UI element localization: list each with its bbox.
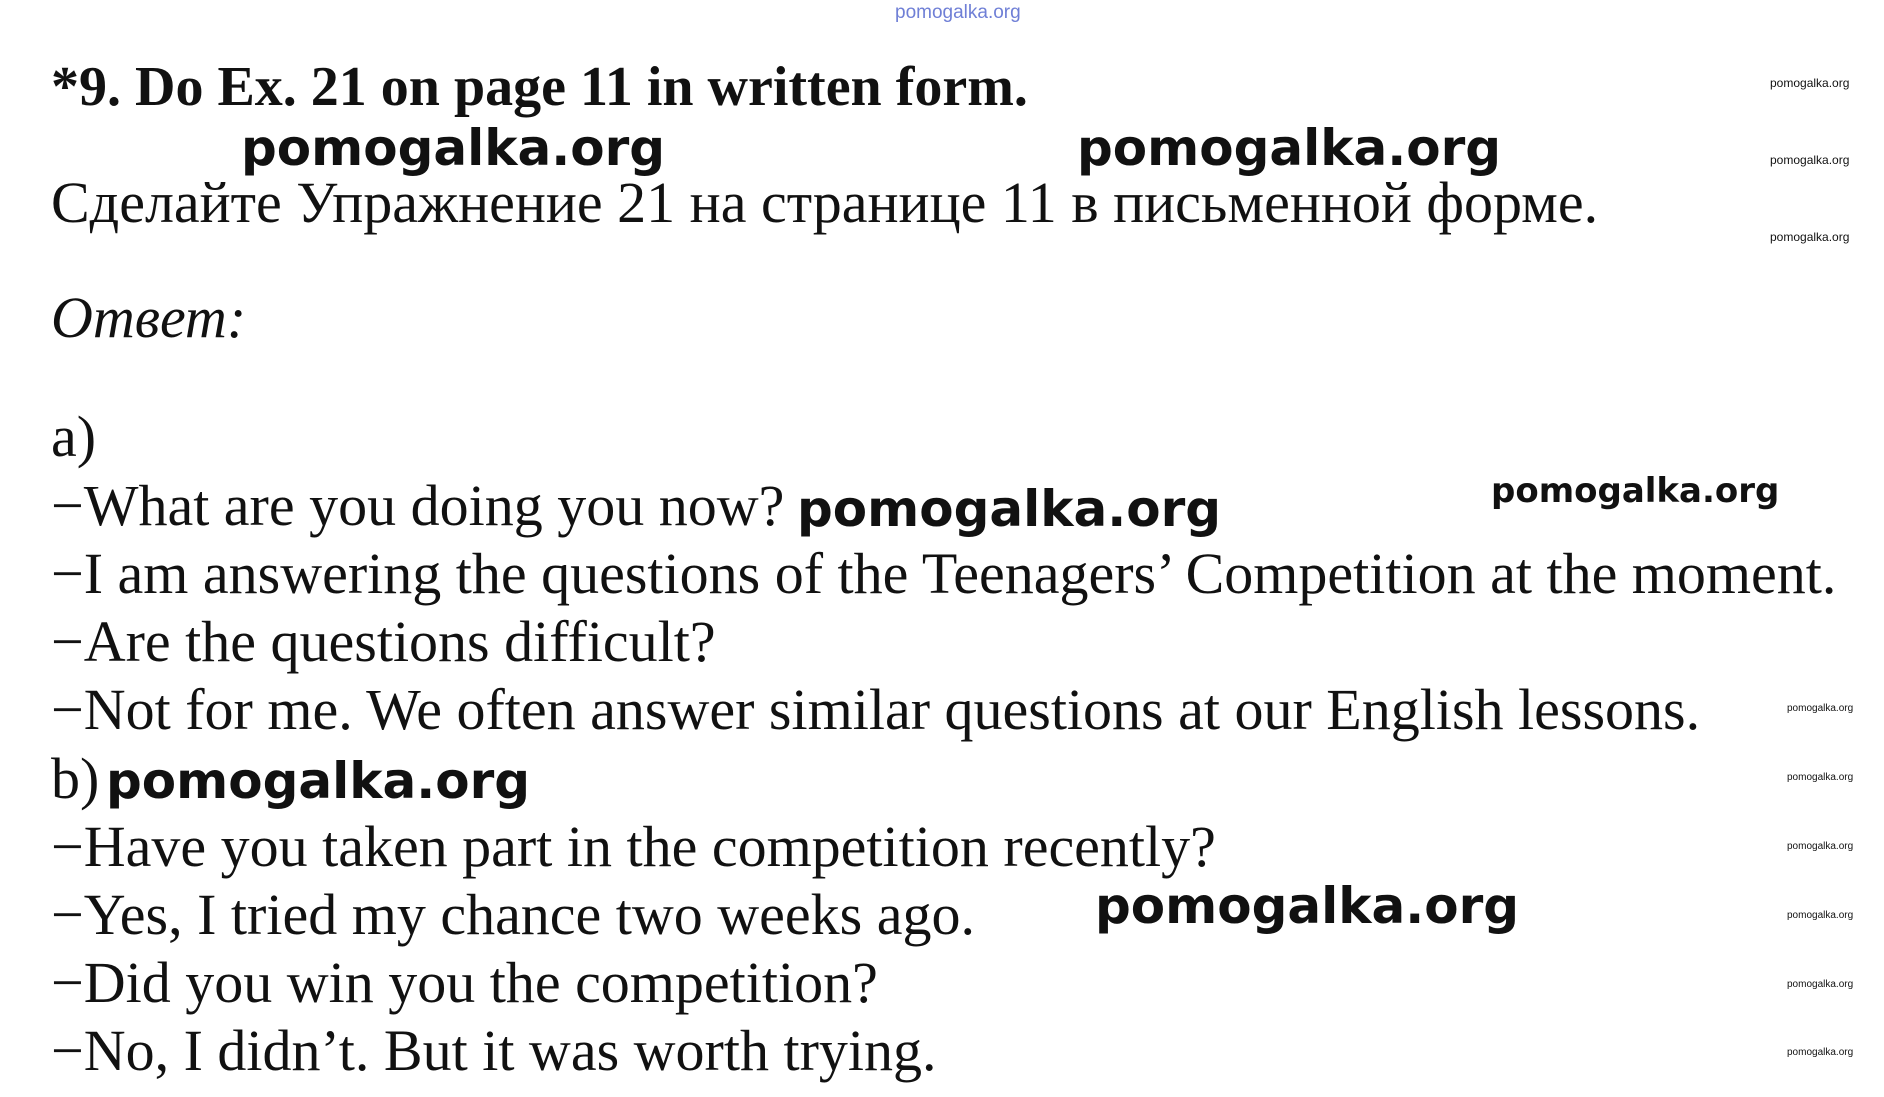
dialogue-line: −Are the questions difficult? xyxy=(51,609,716,674)
watermark-tiny: pomogalka.org xyxy=(1787,1047,1854,1058)
watermark-large: pomogalka.org xyxy=(1095,877,1520,935)
dialogue-line: −Did you win you the competition? xyxy=(51,950,878,1015)
watermark-small: pomogalka.org xyxy=(1770,76,1850,90)
dialogue-line: −Not for me. We often answer similar questions at our English lessons. xyxy=(51,677,1701,742)
watermark-large: pomogalka.org xyxy=(1077,119,1502,177)
section-label-b: b) xyxy=(51,746,100,811)
watermark-tiny: pomogalka.org xyxy=(1787,841,1854,852)
watermark-large: pomogalka.org xyxy=(241,119,666,177)
watermark-small: pomogalka.org xyxy=(1770,230,1850,244)
watermark-tiny: pomogalka.org xyxy=(1787,910,1854,921)
exercise-translation: Сделайте Упражнение 21 на странице 11 в письменной форме. xyxy=(51,170,1599,235)
watermark-medium: pomogalka.org xyxy=(1491,471,1780,511)
dialogue-line: −Have you taken part in the competition recently? xyxy=(51,814,1216,879)
watermark-large: pomogalka.org xyxy=(797,480,1222,538)
dialogue-line: −Yes, I tried my chance two weeks ago. xyxy=(51,882,975,947)
answer-heading: Ответ: xyxy=(51,285,247,350)
watermark-small: pomogalka.org xyxy=(1770,153,1850,167)
watermark-tiny: pomogalka.org xyxy=(1787,703,1854,714)
dialogue-line: −What are you doing you now? xyxy=(51,473,785,538)
exercise-title: *9. Do Ex. 21 on page 11 in written form. xyxy=(51,56,1028,118)
watermark-tiny: pomogalka.org xyxy=(1787,772,1854,783)
section-label-a: a) xyxy=(51,404,97,469)
watermark-large: pomogalka.org xyxy=(106,752,531,810)
dialogue-line: −No, I didn’t. But it was worth trying. xyxy=(51,1018,937,1083)
watermark-tiny: pomogalka.org xyxy=(1787,979,1854,990)
header-watermark: pomogalka.org xyxy=(895,2,1021,23)
dialogue-line: −I am answering the questions of the Teenagers’ Competition at the moment. xyxy=(51,541,1837,606)
